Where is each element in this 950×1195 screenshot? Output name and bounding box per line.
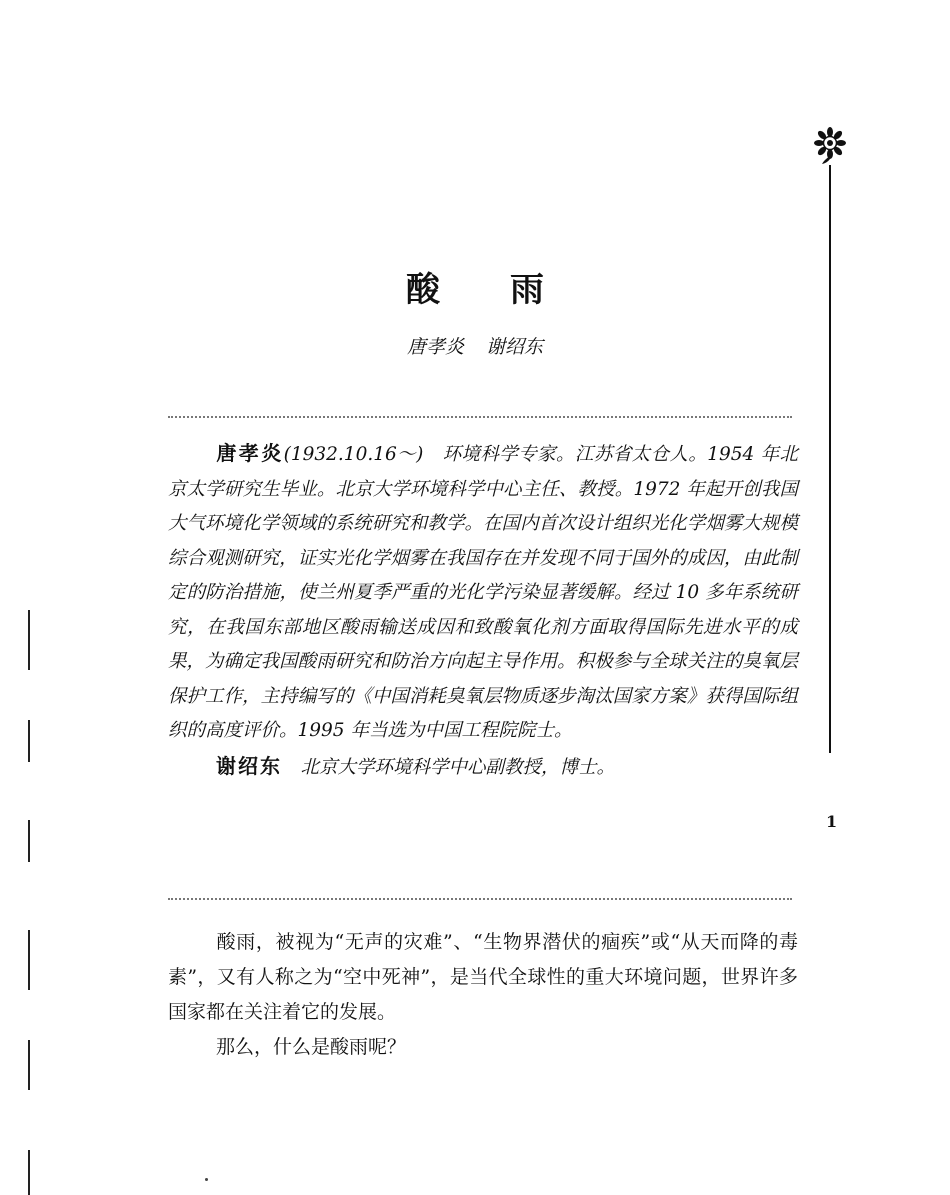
top-divider [168,416,792,418]
scan-mark [28,720,30,762]
scan-mark [28,610,30,670]
body-paragraph-1 [168,925,798,1030]
bio-name-tang: 唐孝炎 [216,441,284,465]
bio-text-tang: (1932.10.16～) 环境科学专家。江苏省太仓人。1954 年北京太学研究生毕业。北京大学环境科学中心主任、教授。1972 年起开创我国大气环境化学领域的系统研究和教学。在国内首次设计组织光化学烟雾大规模综合观测研究，证实光化学烟雾在我国存在并发现不同于国外的成因，由此制定的防治措施，使兰州夏季严重的光化学污染显著缓解。经过 10 多年系统研究，在我国东部地区酸雨输送成因和致酸氧化剂方面取得国际先进水平的成果，为确定我国酸雨研究和防治方向起主导作用。积极参与全球关注的臭氧层保护工作，主持编写的《中国消耗臭氧层物质逐步淘汰国家方案》获得国际组织的高度评价。1995 年当选为中国工程院院士。 [168,444,799,741]
bio-tang [168,436,798,749]
scan-mark [28,1040,30,1090]
scan-speck [205,1178,208,1181]
body-paragraph-2-text: 那么，什么是酸雨呢？ [216,1036,407,1058]
author-1: 唐孝炎 [406,336,464,358]
scan-mark [28,820,30,862]
title-char-2: 雨 [510,270,544,310]
page-title [0,262,950,311]
scan-mark [28,930,30,990]
author-line [0,332,950,359]
scan-mark [28,1150,30,1195]
bottom-divider [168,898,792,900]
page-number: 1 [826,812,838,831]
bio-text-xie: 北京大学环境科学中心副教授，博士。 [300,756,616,778]
author-2: 谢绍东 [486,336,544,358]
bio-name-xie: 谢绍东 [216,753,282,778]
author-bio [168,436,798,785]
body-paragraph-2 [168,1030,798,1065]
article-body [168,925,798,1065]
bio-xie [168,749,798,786]
title-char-1: 酸 [406,270,440,310]
margin-stem-line [829,165,831,753]
body-paragraph-1-text: 酸雨，被视为“无声的灾难”、“生物界潜伏的痼疾”或“从天而降的毒素”，又有人称之为“空中死神”，是当代全球性的重大环境问题，世界许多国家都在关注着它的发展。 [168,931,798,1023]
